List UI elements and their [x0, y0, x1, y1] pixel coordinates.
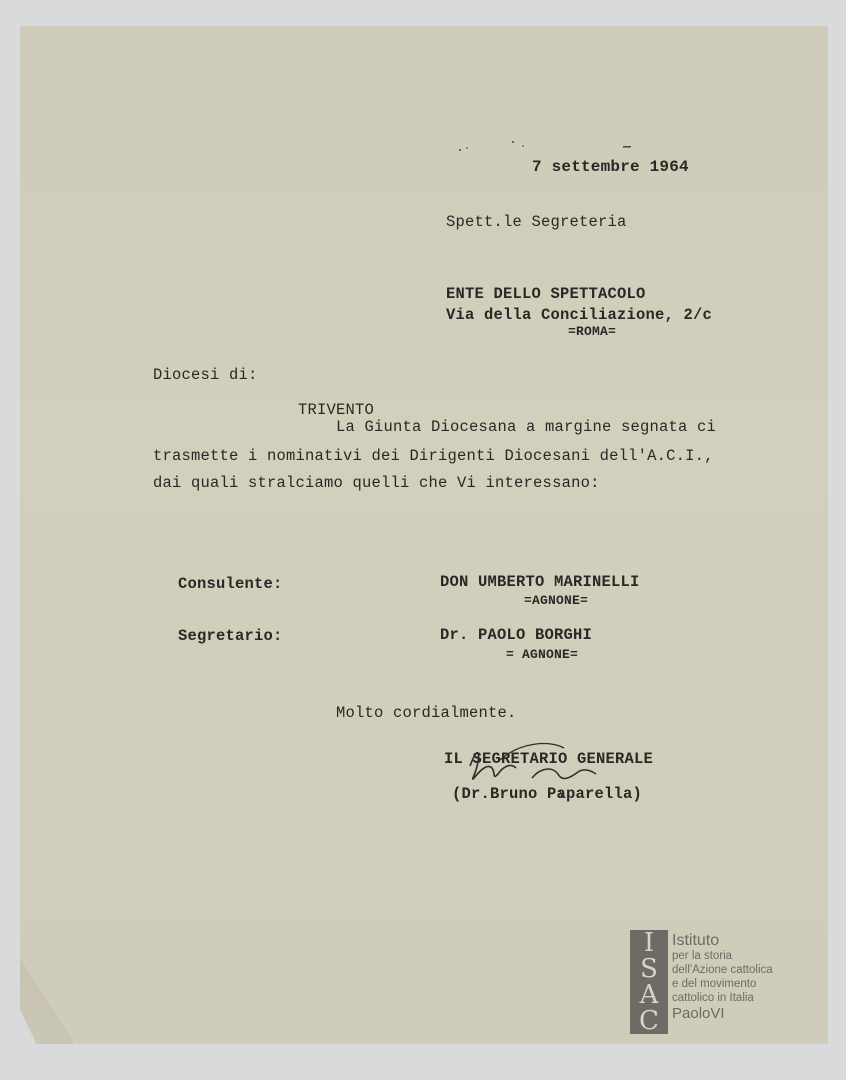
closing: Molto cordialmente.: [336, 704, 517, 722]
contact-town: = AGNONE=: [506, 647, 579, 662]
logo-text: Istituto per la storia dell'Azione cattolica e del movimento cattolico in Italia PaoloVI: [672, 932, 773, 1022]
contact-name: Dr. PAOLO BORGHI: [440, 626, 593, 644]
recipient-city: =ROMA=: [568, 324, 617, 339]
contact-town: =AGNONE=: [524, 593, 589, 608]
handwritten-signature: [440, 738, 620, 800]
body-line: La Giunta Diocesana a margine segnata ci: [336, 418, 717, 436]
recipient-name: ENTE DELLO SPETTACOLO: [446, 285, 646, 303]
logo-monogram: I S A C: [630, 930, 668, 1034]
contact-role: Segretario:: [178, 627, 283, 645]
signatory-title: IL SEGRETARIO GENERALE: [444, 750, 654, 768]
signatory-name: (Dr.Bruno Paparella): [452, 785, 643, 803]
contact-role: Consulente:: [178, 575, 283, 593]
diocese-name: TRIVENTO: [298, 401, 375, 419]
recipient-salutation: Spett.le Segreteria: [446, 213, 627, 231]
ink-specks: [455, 136, 635, 156]
body-line: trasmette i nominativi dei Dirigenti Diocesani dell'A.C.I.,: [153, 447, 714, 465]
archive-logo-watermark: [630, 930, 780, 1040]
contact-name: DON UMBERTO MARINELLI: [440, 573, 640, 591]
body-line: dai quali stralciamo quelli che Vi interessano:: [153, 474, 600, 492]
recipient-street: Via della Conciliazione, 2/c: [446, 306, 713, 324]
letter-sheet: [20, 26, 828, 1044]
diocese-label: Diocesi di:: [153, 366, 258, 384]
letter-date: 7 settembre 1964: [532, 158, 689, 176]
